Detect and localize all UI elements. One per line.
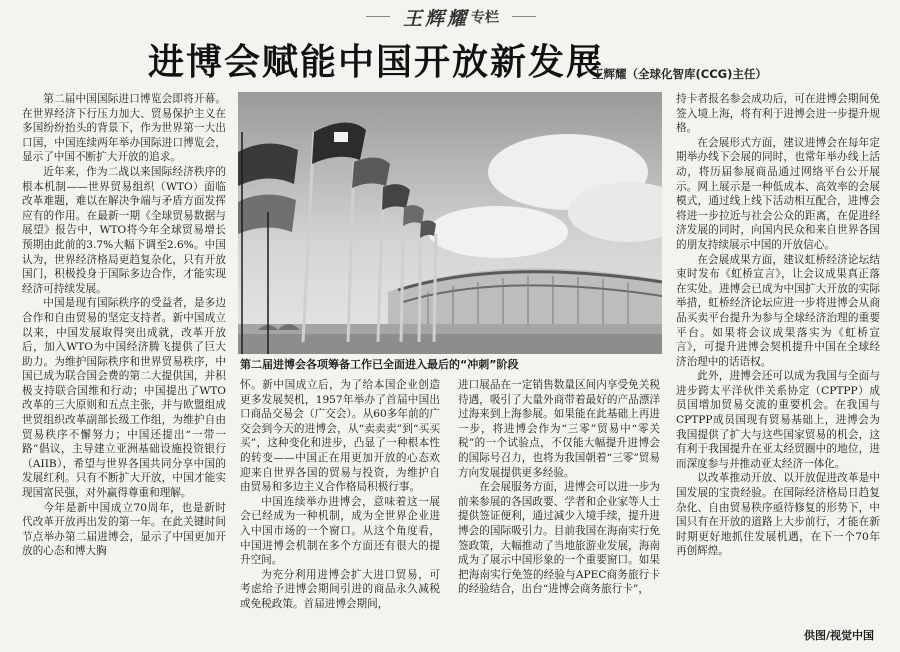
- paragraph: 中国是现有国际秩序的受益者，是多边合作和自由贸易的坚定支持者。新中国成立以来，中国发展取得突出成就，改革开放后，加入WTO为中国经济腾飞提供了巨大助力。为维护国际秩序和世界贸易秩序，中国已成为联合国会费的第二大提供国，并积极支持联合国维和行动；中国提出了WTO改革的三大原则和五点主张，并与欧盟组成世贸组织改革副部长级工作组，为维护自由贸易秩序不懈努力；中国还提出“一带一路”倡议，主导建立亚洲基础设施投资银行（AIIB），希望与世界各国共同分享中国的发展红利。只有不断扩大开放，中国才能实现国富民强，对外赢得尊重和理解。: [22, 297, 226, 500]
- expo-building-image: [238, 92, 662, 354]
- paragraph: 进口展品在一定销售数量区间内享受免关税待遇，吸引了大量外商带着最好的产品漂洋过海来到上海参展。如果能在此基础上再进一步，将进博会作为“三零”贸易中“零关税”的一个试验点，不仅能大幅提升进博会的国际号召力，也将为我国朝着“三零”贸易方向发展提供更多经验。: [458, 379, 660, 479]
- paragraph: 在会展形式方面，建议进博会在每年定期举办线下会展的同时，也常年举办线上活动，将历届参展商品通过网络平台公开展示。网上展示是一种低成本、高效率的会展模式，通过线上线下活动相互配合，进博会将进一步拉近与社会公众的距离，在促进经济发展的同时，向国内民众和来自世界各国的朋友持续展示中国的开放信心。: [676, 136, 880, 251]
- paragraph: 在会展成果方面，建议虹桥经济论坛结束时发布《虹桥宣言》，让会议成果真正落在实处。进博会已成为中国扩大开放的实际举措，虹桥经济论坛应进一步将进博会从商品买卖平台提升为参与全球经济治理的重要平台。如果将会议成果落实为《虹桥宣言》，可提升进博会契机提升中国在全球经济治理中的话语权。: [676, 253, 880, 368]
- paragraph: 为充分利用进博会扩大进口贸易，可考虑给予进博会期间引进的商品永久减税或免税政策。首届进博会期间，: [240, 568, 440, 610]
- paragraph: 持卡者报名参会成功后，可在进博会期间免签入境上海，将有利于进博会进一步提升规格。: [676, 93, 880, 135]
- paragraph: 在会展服务方面，进博会可以进一步为前来参展的各国政要、学者和企业家等人士提供签证便利，通过减少入境手续，提升进博会的国际吸引力。目前我国在海南实行免签政策，大幅推动了当地旅游业发展，海南成为了展示中国形象的一个重要窗口。如果把海南实行免签的经验与APEC商务旅行卡的经验结合，出台“进博会商务旅行卡”，: [458, 481, 660, 596]
- middle-column-2: [458, 378, 660, 640]
- paragraph: 第二届中国国际进口博览会即将开幕。在世界经济下行压力加大、贸易保护主义在多国纷纷抬头的背景下，作为世界第一大出口国，中国连续两年举办国际进口博览会，显示了中国不断扩大开放的追求。: [22, 93, 226, 164]
- right-column: [676, 92, 880, 622]
- middle-column-1: [240, 378, 440, 640]
- photo-caption: 第二届进博会各项筹备工作已全面进入最后的“冲刺”阶段: [240, 358, 519, 371]
- headline: 进博会赋能中国开放新发展: [148, 42, 605, 83]
- column-header: [376, 2, 526, 32]
- paragraph: 怀。新中国成立后，为了给本国企业创造更多发展契机，1957年举办了首届中国出口商品交易会（广交会）。从60多年前的广交会到今天的进博会，从“卖卖卖”到“买买买”，这种变化和进步，凸显了一种根本性的转变——中国正在用更加开放的心态欢迎来自世界各国的贸易与投资，为维护自由贸易和多边主义合作格局积极行事。: [240, 379, 440, 494]
- header-rule-right: [512, 16, 536, 17]
- paragraph: 以改革推动开放、以开放促进改革是中国发展的宝贵经验。在国际经济格局日趋复杂化、自由贸易秩序亟待修复的形势下，中国只有在开放的道路上大步前行，才能在新时期更好地抓住发展机遇，在下一个70年再创辉煌。: [676, 472, 880, 558]
- expo-photo: [238, 92, 662, 354]
- photo-credit: 供图/视觉中国: [803, 629, 874, 642]
- paragraph: 此外，进博会还可以成为我国与全面与进步跨太平洋伙伴关系协定（CPTPP）成员国增加贸易交流的重要机会。在我国与CPTPP成员国现有贸易基础上，进博会为我国提供了扩大与这些国家贸易的机会，这有利于我国提升在亚太经贸圈中的地位，进而深度参与并推动亚太经济一体化。: [676, 370, 880, 470]
- column-suffix: 专栏: [471, 10, 499, 26]
- byline: 王辉耀（全球化智库(CCG)主任）: [592, 67, 767, 81]
- paragraph: 今年是新中国成立70周年，也是新时代改革开放再出发的第一年。在此关键时间节点举办第二届进博会，显示了中国更加开放的心态和博大胸: [22, 501, 226, 558]
- column-author: 王辉耀: [402, 7, 469, 30]
- paragraph: 中国连续举办进博会，意味着这一展会已经成为一种机制，成为全世界企业进入中国市场的一个窗口。从这个角度看，中国进博会机制在多个方面还有很大的提升空间。: [240, 495, 440, 567]
- left-column: [22, 92, 226, 640]
- header-rule-left: [366, 16, 390, 17]
- paragraph: 近年来，作为二战以来国际经济秩序的根本机制——世界贸易组织（WTO）面临改革难题，难以在解决争端与矛盾方面发挥应有的作用。在最新一期《全球贸易数据与展望》报告中，WTO将今年全球贸易增长预期由此前的3.7%大幅下调至2.6%。中国认为，世界经济格局更趋复杂化，只有开放国门，积极投身于国际多边合作，才能实现经济可持续发展。: [22, 165, 226, 295]
